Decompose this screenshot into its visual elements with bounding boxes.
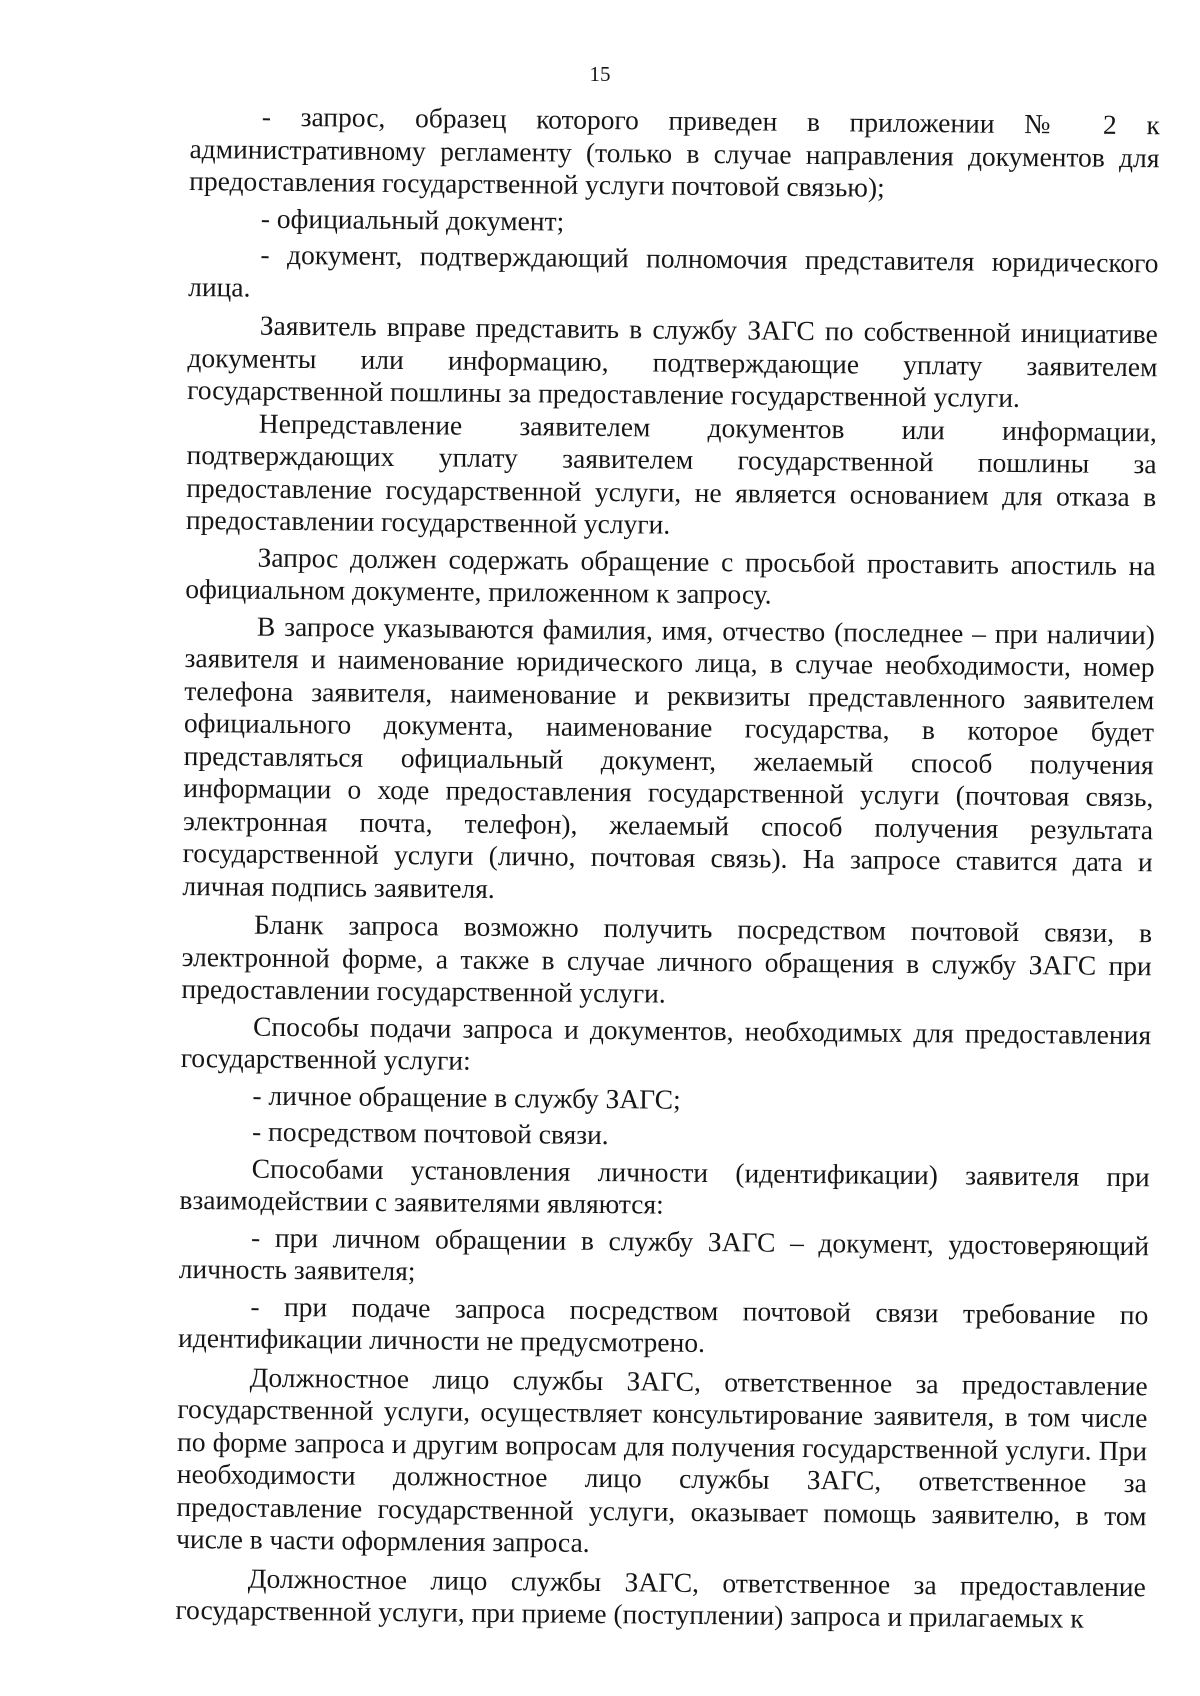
list-item-request-form: - запрос, образец которого приведен в приложении № 2 к административному регламенту (только в случае направления документов для предоставления государственной услуги почтовой связью); bbox=[189, 100, 1160, 203]
paragraph-non-submission: Непредставление заявителем документов или информации, подтверждающих уплату заявителем государственной пошлины за предоставление государственной услуги, не является основанием для отказа в предоставлении государственной услуги. bbox=[185, 407, 1158, 540]
list-item-personal-visit: - личное обращение в службу ЗАГС; bbox=[252, 1079, 681, 1115]
paragraph-identification: Способами установления личности (идентификации) заявителя при взаимодействии с заявителями являются: bbox=[179, 1152, 1150, 1220]
paragraph-request-content: Запрос должен содержать обращение с просьбой проставить апостиль на официальном документе, приложенном к запросу. bbox=[185, 541, 1156, 610]
paragraph-own-initiative: Заявитель вправе представить в службу ЗАГС по собственной инициативе документы или информацию, подтверждающие уплату заявителем государственной пошлины за предоставление государственной услуги. bbox=[187, 309, 1158, 413]
paragraph-request-details: В запросе указываются фамилия, имя, отчество (последнее – при наличии) заявителя и наименование юридического лица, в случае необходимости, номер телефона заявителя, наименование и реквизиты представленного заявителем официального документа, наименование государства, в которое будет представляться официальный документ, желаемый способ получения информации о ходе предоставления государственной услуги (почтовая связь, электронная почта, телефон), желаемый способ получения результата государственной услуги (лично, почтовая связь). На запросе ставится дата и личная подпись заявителя. bbox=[182, 610, 1156, 904]
paragraph-consultation: Должностное лицо службы ЗАГС, ответственное за предоставление государственной услуги, осуществляет консультирование заявителя, в том числе по форме запроса и другим вопросам для получения государственной услуги. При необходимости должностное лицо службы ЗАГС, ответственное за предоставление государственной услуги, оказывает помощь заявителю, в том числе в части оформления запроса. bbox=[176, 1361, 1148, 1558]
paragraph-submission-methods: Способы подачи запроса и документов, необходимых для предоставления государственной услуги: bbox=[180, 1010, 1152, 1076]
list-item-identification-postal: - при подаче запроса посредством почтовой связи требование по идентификации личности не предусмотрено. bbox=[177, 1290, 1149, 1358]
paragraph-acceptance: Должностное лицо службы ЗАГС, ответственное за предоставление государственной услуги, при приеме (поступлении) запроса и прилагаемых к bbox=[175, 1562, 1146, 1634]
list-item-identification-personal: - при личном обращении в службу ЗАГС – документ, удостоверяющий личность заявителя; bbox=[178, 1221, 1150, 1287]
list-item-official-document: - официальный документ; bbox=[260, 202, 565, 237]
list-item-postal: - посредством почтовой связи. bbox=[251, 1115, 609, 1151]
paragraph-request-blank: Бланк запроса возможно получить посредством почтовой связи, в электронной форме, а также в случае личного обращения в службу ЗАГС при предоставлении государственной услуги. bbox=[181, 908, 1153, 1009]
list-item-representative-authority: - документ, подтверждающий полномочия представителя юридического лица. bbox=[188, 238, 1159, 303]
document-body bbox=[175, 100, 1160, 1636]
page-number: 15 bbox=[589, 62, 611, 86]
